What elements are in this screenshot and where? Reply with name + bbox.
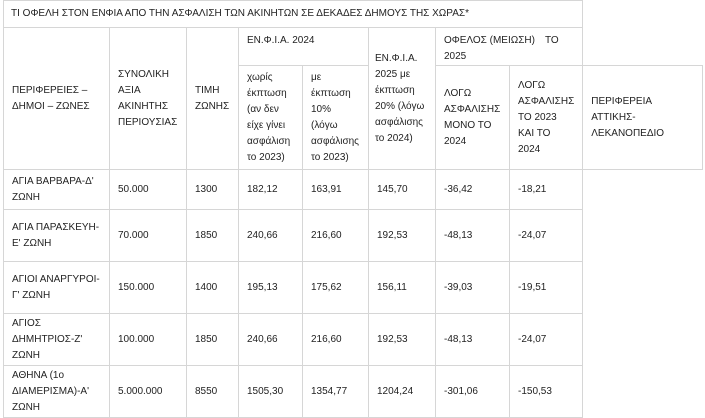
enfia-table — [3, 0, 703, 418]
row-no-discount: 195,13 — [239, 262, 303, 314]
row-value: 50.000 — [110, 170, 187, 210]
header-no-discount: χωρίς έκπτωση (αν δεν είχε γίνει ασφάλιση το 2023) — [239, 66, 303, 170]
row-enfia-2025: 156,11 — [369, 262, 436, 314]
row-discount-10: 1354,77 — [303, 366, 369, 418]
row-value: 5.000.000 — [110, 366, 187, 418]
row-no-discount: 182,12 — [239, 170, 303, 210]
row-price: 1300 — [187, 170, 239, 210]
row-name: ΑΓΙΟΙ ΑΝΑΡΓΥΡΟΙ-Γ' ΖΩΝΗ — [4, 262, 110, 314]
row-value: 150.000 — [110, 262, 187, 314]
row-benefit-2024: -48,13 — [436, 314, 510, 366]
header-insurance-both: ΛΟΓΩ ΑΣΦΑΛΙΣΗΣ ΤΟ 2023 ΚΑΙ ΤΟ 2024 — [510, 66, 583, 170]
row-value: 100.000 — [110, 314, 187, 366]
row-no-discount: 1505,30 — [239, 366, 303, 418]
row-benefit-2024: -48,13 — [436, 210, 510, 262]
row-enfia-2025: 1204,24 — [369, 366, 436, 418]
row-benefit-both: -18,21 — [510, 170, 583, 210]
header-zone-price: ΤΙΜΗ ΖΩΝΗΣ — [187, 28, 239, 170]
row-price: 8550 — [187, 366, 239, 418]
row-enfia-2025: 145,70 — [369, 170, 436, 210]
row-benefit-both: -24,07 — [510, 314, 583, 366]
table-row — [4, 314, 703, 366]
row-no-discount: 240,66 — [239, 314, 303, 366]
table-row — [4, 210, 703, 262]
row-discount-10: 216,60 — [303, 314, 369, 366]
row-name: ΑΓΙΑ ΠΑΡΑΣΚΕΥΗ-Ε' ΖΩΝΗ — [4, 210, 110, 262]
row-name: ΑΘΗΝΑ (1ο ΔΙΑΜΕΡΙΣΜΑ)-Α' ΖΩΝΗ — [4, 366, 110, 418]
header-region-group: ΠΕΡΙΦΕΡΕΙΑ ΑΤΤΙΚΗΣ-ΛΕΚΑΝΟΠΕΔΙΟ — [583, 66, 703, 170]
row-price: 1400 — [187, 262, 239, 314]
table-row — [4, 366, 703, 418]
row-name: ΑΓΙΟΣ ΔΗΜΗΤΡΙΟΣ-Ζ' ΖΩΝΗ — [4, 314, 110, 366]
row-price: 1850 — [187, 314, 239, 366]
row-benefit-both: -19,51 — [510, 262, 583, 314]
header-benefit-label: ΟΦΕΛΟΣ (ΜΕΙΩΣΗ) — [444, 35, 535, 46]
header-benefit-to: ΤΟ — [544, 35, 559, 46]
header-enfia-2024: ΕΝ.Φ.Ι.Α. 2024 — [239, 28, 369, 66]
row-no-discount: 240,66 — [239, 210, 303, 262]
row-price: 1850 — [187, 210, 239, 262]
row-name: ΑΓΙΑ ΒΑΡΒΑΡΑ-Δ' ΖΩΝΗ — [4, 170, 110, 210]
header-region: ΠΕΡΙΦΕΡΕΙΕΣ – ΔΗΜΟΙ – ΖΩΝΕΣ — [4, 28, 110, 170]
header-total-value: ΣΥΝΟΛΙΚΗ ΑΞΙΑ ΑΚΙΝΗΤΗΣ ΠΕΡΙΟΥΣΙΑΣ — [110, 28, 187, 170]
row-benefit-2024: -301,06 — [436, 366, 510, 418]
header-insurance-2024: ΛΟΓΩ ΑΣΦΑΛΙΣΗΣ ΜΟΝΟ ΤΟ 2024 — [436, 66, 510, 170]
row-benefit-both: -150,53 — [510, 366, 583, 418]
row-enfia-2025: 192,53 — [369, 314, 436, 366]
row-benefit-2024: -36,42 — [436, 170, 510, 210]
row-value: 70.000 — [110, 210, 187, 262]
row-discount-10: 216,60 — [303, 210, 369, 262]
table-title: ΤΙ ΟΦΕΛΗ ΣΤΟΝ ΕΝΦΙΑ ΑΠΟ ΤΗΝ ΑΣΦΑΛΙΣΗ ΤΩΝ ΑΚΙΝΗΤΩΝ ΣΕ ΔΕΚΑΔΕΣ ΔΗΜΟΥΣ ΤΗΣ ΧΩΡΑΣ* — [4, 1, 583, 28]
row-discount-10: 175,62 — [303, 262, 369, 314]
row-benefit-2024: -39,03 — [436, 262, 510, 314]
table-row — [4, 262, 703, 314]
header-enfia-2025: ΕΝ.Φ.Ι.Α. 2025 με έκπτωση 20% (λόγω ασφάλισης το 2024) — [369, 28, 436, 170]
row-discount-10: 163,91 — [303, 170, 369, 210]
row-enfia-2025: 192,53 — [369, 210, 436, 262]
header-benefit-year: 2025 — [444, 51, 467, 62]
table-row — [4, 170, 703, 210]
header-discount-10: με έκπτωση 10% (λόγω ασφάλισης το 2023) — [303, 66, 369, 170]
header-benefit — [436, 28, 583, 66]
row-benefit-both: -24,07 — [510, 210, 583, 262]
